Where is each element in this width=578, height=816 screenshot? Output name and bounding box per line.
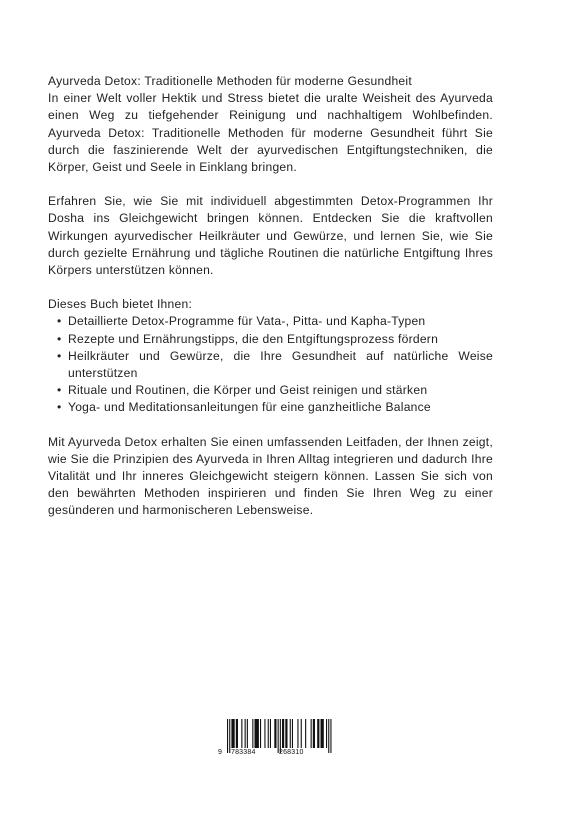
barcode-bar [236,719,238,748]
barcode-guard-bar [328,719,329,753]
barcode-guard-bar [278,719,279,753]
bullet-icon: • [57,400,62,415]
paragraph-spacer [48,176,493,193]
barcode-bar [268,719,269,748]
barcode-bar [245,719,246,748]
barcode-bar [301,719,302,748]
list-item: • Rezepte und Ernährungstipps, die den Entgiftungsprozess fördern [48,331,493,348]
barcode-bar [321,719,324,748]
barcode-bar [264,719,265,748]
intro-paragraph [48,73,493,176]
bullet-icon: • [57,331,62,346]
barcode-bar [231,719,234,748]
barcode-guard-bar [227,719,228,753]
barcode-bar [305,719,306,748]
barcode-left-group: 783384 [231,749,256,756]
barcode-guard-bar [280,719,281,753]
barcode-bar [297,719,298,748]
barcode-bar [255,719,259,748]
barcode-bar [252,719,253,748]
barcode-bar [311,719,312,748]
list-intro: Dieses Buch bietet Ihnen: [48,297,193,312]
closing-paragraph: Mit Ayurveda Detox erhalten Sie einen umfassenden Leitfaden, der Ihnen zeigt, wie Sie die Prinzipien des Ayurveda in Ihren Alltag integrieren und dadurch Ihre Vitalität und Ihr inneres Gleichgewicht steigern können. Lassen Sie sich von den bewährten Methoden inspirieren und finden Sie Ihren Weg zu einer gesünderen und harmonischeren Lebensweise. [48,434,493,518]
isbn-barcode [218,719,334,758]
barcode-bar [326,719,327,748]
paragraph-spacer [48,417,493,434]
bullet-icon: • [57,348,62,363]
barcode-lead-digit: 9 [218,749,223,756]
paragraph-2: Erfahren Sie, wie Sie mit individuell abgestimmten Detox-Programmen Ihr Dosha ins Gleichgewicht bringen können. Entdecken Sie die kraftvollen Wirkungen ayurvedischer Heilkräuter und Gewürze, und lernen Sie, wie Sie durch gezielte Ernährung und tägliche Routinen die natürliche Entgiftung Ihres Körpers unterstützen können. [48,194,493,278]
list-item: • Detaillierte Detox-Programme für Vata-, Pitta- und Kapha-Typen [48,313,493,330]
list-item: • Yoga- und Meditationsanleitungen für eine ganzheitliche Balance [48,399,493,416]
barcode-bar [282,719,284,748]
barcode-right-group: 268310 [279,749,304,756]
blurb [48,73,493,520]
barcode-bar [247,719,248,748]
barcode-guard-bar [229,719,230,753]
list-item: • Rituale und Routinen, die Körper und Geist reinigen und stärken [48,382,493,399]
barcode-guard-bar [330,719,331,753]
bullet-icon: • [57,383,62,398]
barcode-bar [317,719,319,748]
feature-list [48,313,493,416]
intro-text: In einer Welt voller Hektik und Stress bietet die uralte Weisheit des Ayurveda einen Weg zu tiefgehender Reinigung und nachhaltigem Wohlbefinden. Ayurveda Detox: Traditionelle Methoden für moderne Gesundheit führt Sie durch die faszinierende Welt der ayurvedischen Entgiftungstechniken, die Körper, Geist und Seele in Einklang bringen. [48,91,493,175]
paragraph-spacer [48,279,493,296]
barcode-bar [292,719,293,748]
barcode-bar [290,719,291,748]
barcode-bar [241,719,242,748]
barcode-bar [260,719,261,748]
barcode-bar [313,719,315,748]
book-title: Ayurveda Detox: Traditionelle Methoden für moderne Gesundheit [48,74,412,88]
list-item: • Heilkräuter und Gewürze, die Ihre Gesundheit auf natürliche Weise unterstützen [57,348,493,381]
barcode-bar [285,719,287,748]
barcode-bar [274,719,276,748]
barcode-bar [270,719,271,748]
bullet-icon: • [57,314,62,329]
